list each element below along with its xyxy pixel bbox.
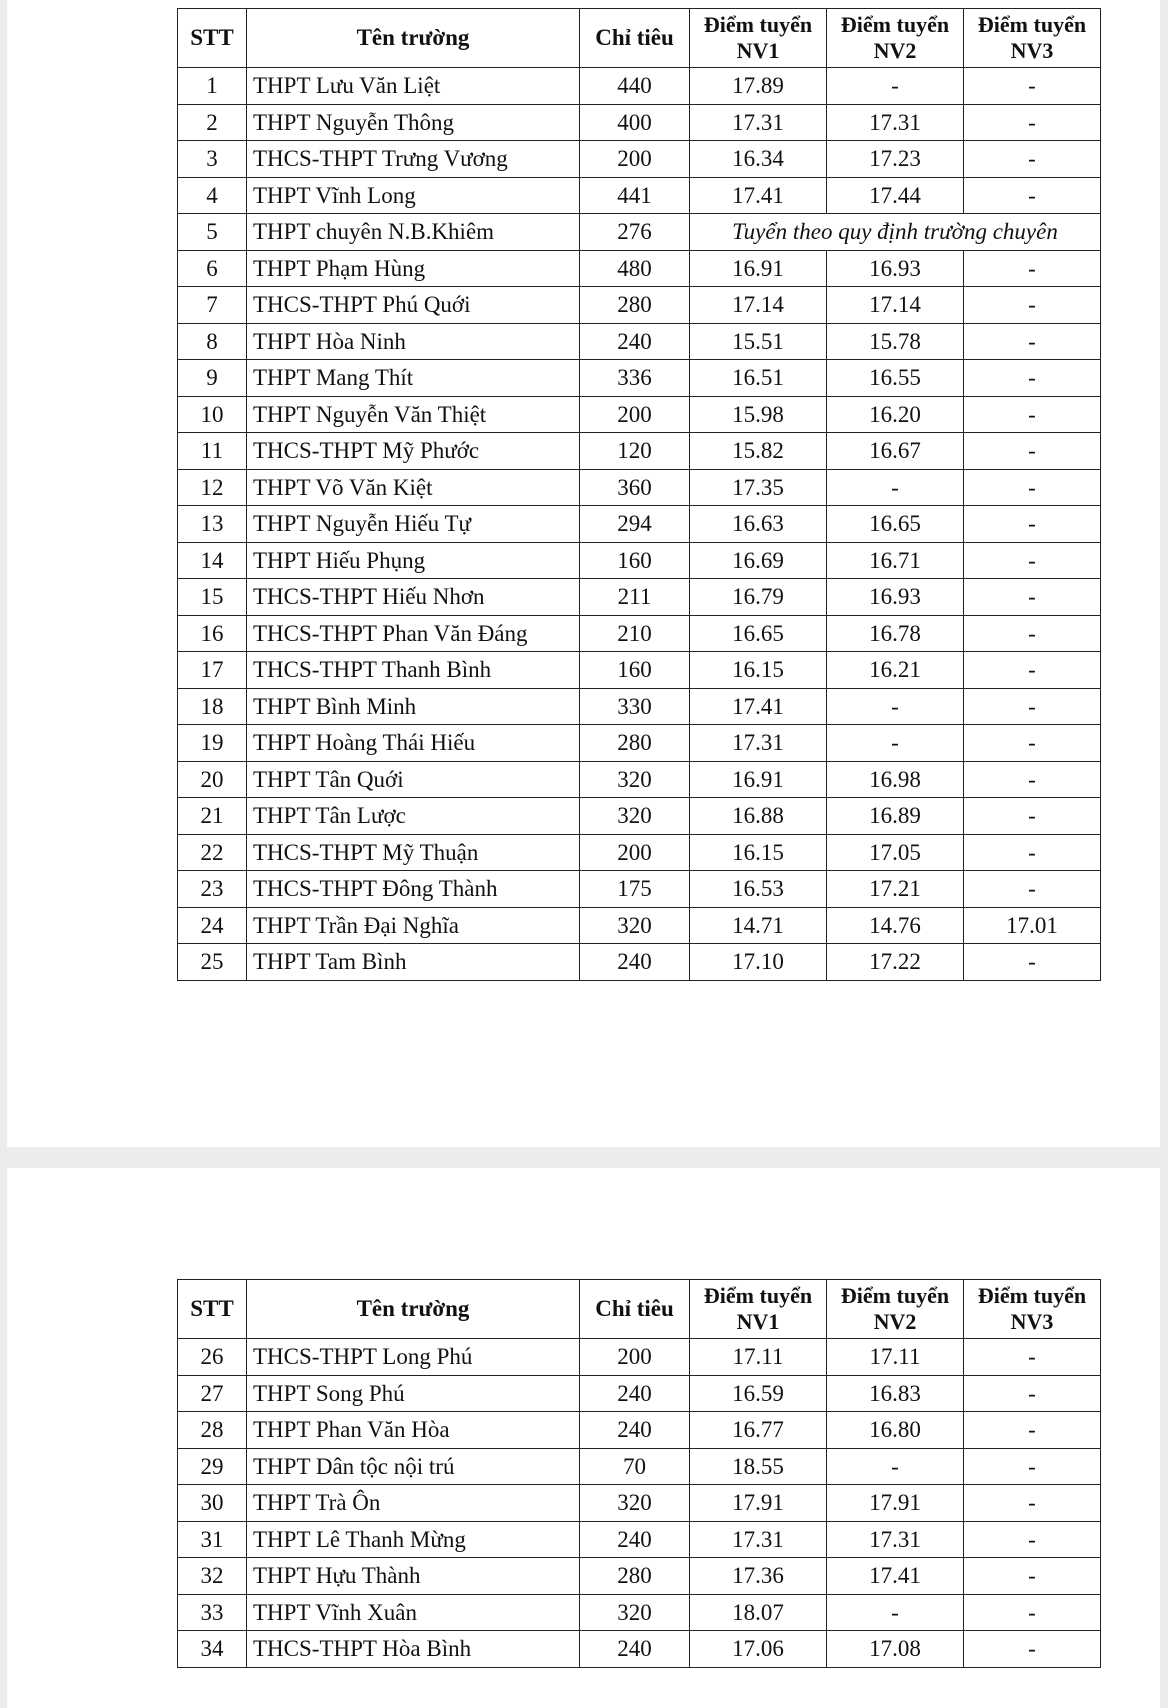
row-score-nv1: 15.82	[690, 433, 827, 470]
table-row	[178, 1339, 1101, 1376]
row-score-nv2: 16.93	[827, 579, 964, 616]
row-score-nv3: -	[964, 396, 1101, 433]
row-stt: 3	[178, 141, 247, 178]
row-quota: 440	[580, 68, 690, 105]
row-score-nv2: -	[827, 688, 964, 725]
row-quota: 360	[580, 469, 690, 506]
row-stt: 20	[178, 761, 247, 798]
row-score-nv2: 17.21	[827, 871, 964, 908]
row-score-nv1: 17.41	[690, 177, 827, 214]
row-score-nv3: -	[964, 250, 1101, 287]
row-quota: 200	[580, 1339, 690, 1376]
row-score-nv3: -	[964, 68, 1101, 105]
row-school-name: THCS-THPT Hiếu Nhơn	[247, 579, 580, 616]
row-school-name: THPT Vĩnh Long	[247, 177, 580, 214]
header-nv1: Điểm tuyển NV1	[690, 1280, 827, 1339]
row-quota: 330	[580, 688, 690, 725]
table-row	[178, 798, 1101, 835]
row-school-name: THPT Phan Văn Hòa	[247, 1412, 580, 1449]
row-school-name: THCS-THPT Thanh Bình	[247, 652, 580, 689]
row-school-name: THPT Song Phú	[247, 1375, 580, 1412]
row-score-nv1: 17.91	[690, 1485, 827, 1522]
row-school-name: THCS-THPT Hòa Bình	[247, 1631, 580, 1668]
row-score-nv1: 16.34	[690, 141, 827, 178]
table-row	[178, 214, 1101, 251]
row-school-name: THPT Tân Quới	[247, 761, 580, 798]
row-quota: 240	[580, 323, 690, 360]
row-score-nv1: 17.31	[690, 104, 827, 141]
table-row	[178, 834, 1101, 871]
row-stt: 8	[178, 323, 247, 360]
row-quota: 294	[580, 506, 690, 543]
row-quota: 120	[580, 433, 690, 470]
row-school-name: THPT Trà Ôn	[247, 1485, 580, 1522]
row-quota: 200	[580, 834, 690, 871]
row-quota: 320	[580, 1594, 690, 1631]
table-row	[178, 615, 1101, 652]
row-score-nv2: 16.71	[827, 542, 964, 579]
row-score-nv1: 16.53	[690, 871, 827, 908]
row-score-nv2: 17.31	[827, 104, 964, 141]
row-school-name: THPT Mang Thít	[247, 360, 580, 397]
row-score-nv3: -	[964, 944, 1101, 981]
row-school-name: THCS-THPT Long Phú	[247, 1339, 580, 1376]
row-quota: 240	[580, 1412, 690, 1449]
row-score-nv3: -	[964, 1594, 1101, 1631]
row-score-nv3: -	[964, 615, 1101, 652]
row-score-nv3: -	[964, 323, 1101, 360]
row-quota: 160	[580, 542, 690, 579]
row-stt: 19	[178, 725, 247, 762]
document-page-2	[7, 1168, 1160, 1708]
row-score-nv3: -	[964, 287, 1101, 324]
row-school-name: THPT Bình Minh	[247, 688, 580, 725]
row-score-nv3: -	[964, 104, 1101, 141]
row-stt: 26	[178, 1339, 247, 1376]
row-score-nv1: 16.63	[690, 506, 827, 543]
row-score-nv1: 16.77	[690, 1412, 827, 1449]
row-score-nv2: -	[827, 68, 964, 105]
row-school-name: THPT Tam Bình	[247, 944, 580, 981]
table-row	[178, 104, 1101, 141]
table-row	[178, 250, 1101, 287]
row-score-nv2: 17.14	[827, 287, 964, 324]
row-score-nv1: 14.71	[690, 907, 827, 944]
row-score-nv3: -	[964, 1631, 1101, 1668]
row-score-nv2: 16.98	[827, 761, 964, 798]
row-school-name: THPT Dân tộc nội trú	[247, 1448, 580, 1485]
row-stt: 30	[178, 1485, 247, 1522]
row-score-nv3: -	[964, 761, 1101, 798]
row-school-name: THPT Hiếu Phụng	[247, 542, 580, 579]
row-stt: 11	[178, 433, 247, 470]
row-school-name: THPT Nguyễn Thông	[247, 104, 580, 141]
row-school-name: THCS-THPT Mỹ Thuận	[247, 834, 580, 871]
row-stt: 5	[178, 214, 247, 251]
row-score-nv2: 16.80	[827, 1412, 964, 1449]
row-stt: 24	[178, 907, 247, 944]
row-quota: 336	[580, 360, 690, 397]
row-quota: 200	[580, 396, 690, 433]
row-score-nv2: 16.89	[827, 798, 964, 835]
table-row	[178, 688, 1101, 725]
row-stt: 13	[178, 506, 247, 543]
row-score-nv3: -	[964, 1448, 1101, 1485]
row-score-nv1: 18.07	[690, 1594, 827, 1631]
row-score-nv2: 14.76	[827, 907, 964, 944]
row-score-nv2: 16.20	[827, 396, 964, 433]
table-row	[178, 1448, 1101, 1485]
row-score-nv2: 17.08	[827, 1631, 964, 1668]
row-quota: 320	[580, 907, 690, 944]
header-nv2: Điểm tuyển NV2	[827, 1280, 964, 1339]
table-row	[178, 396, 1101, 433]
table-row	[178, 1594, 1101, 1631]
row-score-nv2: 16.55	[827, 360, 964, 397]
row-stt: 16	[178, 615, 247, 652]
row-score-nv3: -	[964, 1558, 1101, 1595]
table-row	[178, 1412, 1101, 1449]
table-row	[178, 287, 1101, 324]
row-score-nv3: -	[964, 469, 1101, 506]
row-score-nv1: 16.91	[690, 761, 827, 798]
table-row	[178, 469, 1101, 506]
row-stt: 21	[178, 798, 247, 835]
table-row	[178, 177, 1101, 214]
row-quota: 441	[580, 177, 690, 214]
table-body	[178, 68, 1101, 981]
header-nv1: Điểm tuyển NV1	[690, 9, 827, 68]
row-quota: 240	[580, 1631, 690, 1668]
row-school-name: THPT Lê Thanh Mừng	[247, 1521, 580, 1558]
row-stt: 15	[178, 579, 247, 616]
table-row	[178, 871, 1101, 908]
row-score-nv3: -	[964, 506, 1101, 543]
row-score-nv3: -	[964, 360, 1101, 397]
row-school-name: THCS-THPT Đông Thành	[247, 871, 580, 908]
header-school-name: Tên trường	[247, 1280, 580, 1339]
row-score-nv1: 17.11	[690, 1339, 827, 1376]
row-school-name: THCS-THPT Phan Văn Đáng	[247, 615, 580, 652]
row-quota: 276	[580, 214, 690, 251]
row-quota: 211	[580, 579, 690, 616]
table-row	[178, 579, 1101, 616]
row-score-nv2: -	[827, 1448, 964, 1485]
row-score-nv1: 17.36	[690, 1558, 827, 1595]
header-quota: Chỉ tiêu	[580, 1280, 690, 1339]
row-stt: 32	[178, 1558, 247, 1595]
row-score-nv3: -	[964, 834, 1101, 871]
row-stt: 22	[178, 834, 247, 871]
row-stt: 33	[178, 1594, 247, 1631]
row-score-nv1: 17.14	[690, 287, 827, 324]
row-quota: 175	[580, 871, 690, 908]
row-quota: 280	[580, 287, 690, 324]
row-stt: 4	[178, 177, 247, 214]
row-score-nv3: -	[964, 725, 1101, 762]
row-score-nv1: 17.06	[690, 1631, 827, 1668]
row-stt: 34	[178, 1631, 247, 1668]
row-stt: 12	[178, 469, 247, 506]
row-score-nv2: 16.78	[827, 615, 964, 652]
row-score-nv2: 16.21	[827, 652, 964, 689]
row-score-nv1: 16.51	[690, 360, 827, 397]
row-score-nv3: -	[964, 1412, 1101, 1449]
table-row	[178, 1521, 1101, 1558]
row-stt: 29	[178, 1448, 247, 1485]
row-quota: 400	[580, 104, 690, 141]
document-page-1	[7, 0, 1160, 1147]
row-stt: 25	[178, 944, 247, 981]
table-header-row	[178, 1280, 1101, 1339]
row-stt: 18	[178, 688, 247, 725]
row-stt: 31	[178, 1521, 247, 1558]
row-score-nv2: 16.93	[827, 250, 964, 287]
row-stt: 2	[178, 104, 247, 141]
row-school-name: THPT Hoàng Thái Hiếu	[247, 725, 580, 762]
header-stt: STT	[178, 1280, 247, 1339]
row-stt: 6	[178, 250, 247, 287]
table-row	[178, 652, 1101, 689]
row-score-nv3: -	[964, 141, 1101, 178]
row-quota: 320	[580, 798, 690, 835]
table-body	[178, 1339, 1101, 1668]
row-stt: 1	[178, 68, 247, 105]
row-note: Tuyển theo quy định trường chuyên	[690, 214, 1101, 251]
row-stt: 14	[178, 542, 247, 579]
row-school-name: THCS-THPT Trưng Vương	[247, 141, 580, 178]
row-school-name: THPT Hòa Ninh	[247, 323, 580, 360]
row-school-name: THPT chuyên N.B.Khiêm	[247, 214, 580, 251]
row-quota: 280	[580, 725, 690, 762]
row-score-nv2: 17.31	[827, 1521, 964, 1558]
row-stt: 10	[178, 396, 247, 433]
row-score-nv2: 17.44	[827, 177, 964, 214]
row-score-nv3: -	[964, 542, 1101, 579]
row-school-name: THPT Tân Lược	[247, 798, 580, 835]
row-stt: 7	[178, 287, 247, 324]
row-score-nv2: 16.83	[827, 1375, 964, 1412]
header-stt: STT	[178, 9, 247, 68]
table-row	[178, 1631, 1101, 1668]
row-school-name: THPT Vĩnh Xuân	[247, 1594, 580, 1631]
row-quota: 280	[580, 1558, 690, 1595]
row-score-nv1: 18.55	[690, 1448, 827, 1485]
table-row	[178, 725, 1101, 762]
row-school-name: THPT Hựu Thành	[247, 1558, 580, 1595]
row-score-nv3: -	[964, 433, 1101, 470]
table-row	[178, 1375, 1101, 1412]
table-row	[178, 944, 1101, 981]
row-score-nv1: 15.98	[690, 396, 827, 433]
row-school-name: THPT Trần Đại Nghĩa	[247, 907, 580, 944]
row-score-nv1: 17.89	[690, 68, 827, 105]
row-score-nv3: -	[964, 1521, 1101, 1558]
row-score-nv3: -	[964, 177, 1101, 214]
admission-score-table-2	[177, 1279, 1101, 1668]
header-school-name: Tên trường	[247, 9, 580, 68]
row-score-nv2: 17.23	[827, 141, 964, 178]
row-score-nv2: 17.05	[827, 834, 964, 871]
row-quota: 320	[580, 761, 690, 798]
row-score-nv3: 17.01	[964, 907, 1101, 944]
row-score-nv2: -	[827, 1594, 964, 1631]
row-score-nv1: 17.10	[690, 944, 827, 981]
row-stt: 23	[178, 871, 247, 908]
header-quota: Chỉ tiêu	[580, 9, 690, 68]
row-score-nv1: 15.51	[690, 323, 827, 360]
table-row	[178, 1558, 1101, 1595]
row-score-nv1: 17.35	[690, 469, 827, 506]
header-nv2: Điểm tuyển NV2	[827, 9, 964, 68]
row-score-nv1: 16.15	[690, 652, 827, 689]
row-quota: 200	[580, 141, 690, 178]
row-score-nv3: -	[964, 1485, 1101, 1522]
header-nv3: Điểm tuyển NV3	[964, 1280, 1101, 1339]
row-school-name: THPT Nguyễn Hiếu Tự	[247, 506, 580, 543]
table-row	[178, 141, 1101, 178]
row-score-nv2: 17.11	[827, 1339, 964, 1376]
admission-score-table-1	[177, 8, 1101, 981]
table-row	[178, 68, 1101, 105]
row-score-nv1: 16.15	[690, 834, 827, 871]
row-score-nv2: 17.41	[827, 1558, 964, 1595]
row-score-nv1: 17.41	[690, 688, 827, 725]
row-stt: 27	[178, 1375, 247, 1412]
row-school-name: THCS-THPT Mỹ Phước	[247, 433, 580, 470]
row-score-nv3: -	[964, 652, 1101, 689]
row-score-nv2: 15.78	[827, 323, 964, 360]
row-school-name: THPT Nguyễn Văn Thiệt	[247, 396, 580, 433]
row-score-nv1: 17.31	[690, 1521, 827, 1558]
row-school-name: THPT Phạm Hùng	[247, 250, 580, 287]
row-score-nv2: 17.22	[827, 944, 964, 981]
row-score-nv1: 16.69	[690, 542, 827, 579]
row-score-nv1: 16.65	[690, 615, 827, 652]
row-score-nv2: -	[827, 725, 964, 762]
row-score-nv1: 17.31	[690, 725, 827, 762]
row-score-nv1: 16.88	[690, 798, 827, 835]
table-row	[178, 506, 1101, 543]
row-school-name: THPT Lưu Văn Liệt	[247, 68, 580, 105]
row-score-nv3: -	[964, 1339, 1101, 1376]
row-quota: 320	[580, 1485, 690, 1522]
row-score-nv3: -	[964, 871, 1101, 908]
row-score-nv3: -	[964, 798, 1101, 835]
row-quota: 70	[580, 1448, 690, 1485]
row-quota: 240	[580, 944, 690, 981]
row-score-nv2: 16.65	[827, 506, 964, 543]
row-score-nv1: 16.79	[690, 579, 827, 616]
row-score-nv1: 16.59	[690, 1375, 827, 1412]
table-row	[178, 323, 1101, 360]
row-score-nv1: 16.91	[690, 250, 827, 287]
table-row	[178, 761, 1101, 798]
row-stt: 17	[178, 652, 247, 689]
row-quota: 240	[580, 1375, 690, 1412]
table-header-row	[178, 9, 1101, 68]
row-score-nv2: -	[827, 469, 964, 506]
row-score-nv3: -	[964, 688, 1101, 725]
table-row	[178, 542, 1101, 579]
row-school-name: THCS-THPT Phú Quới	[247, 287, 580, 324]
header-nv3: Điểm tuyển NV3	[964, 9, 1101, 68]
row-stt: 9	[178, 360, 247, 397]
table-row	[178, 1485, 1101, 1522]
row-quota: 240	[580, 1521, 690, 1558]
row-score-nv3: -	[964, 1375, 1101, 1412]
row-quota: 480	[580, 250, 690, 287]
row-score-nv2: 16.67	[827, 433, 964, 470]
row-stt: 28	[178, 1412, 247, 1449]
row-score-nv3: -	[964, 579, 1101, 616]
table-row	[178, 433, 1101, 470]
row-score-nv2: 17.91	[827, 1485, 964, 1522]
row-school-name: THPT Võ Văn Kiệt	[247, 469, 580, 506]
table-row	[178, 907, 1101, 944]
row-quota: 160	[580, 652, 690, 689]
row-quota: 210	[580, 615, 690, 652]
table-row	[178, 360, 1101, 397]
